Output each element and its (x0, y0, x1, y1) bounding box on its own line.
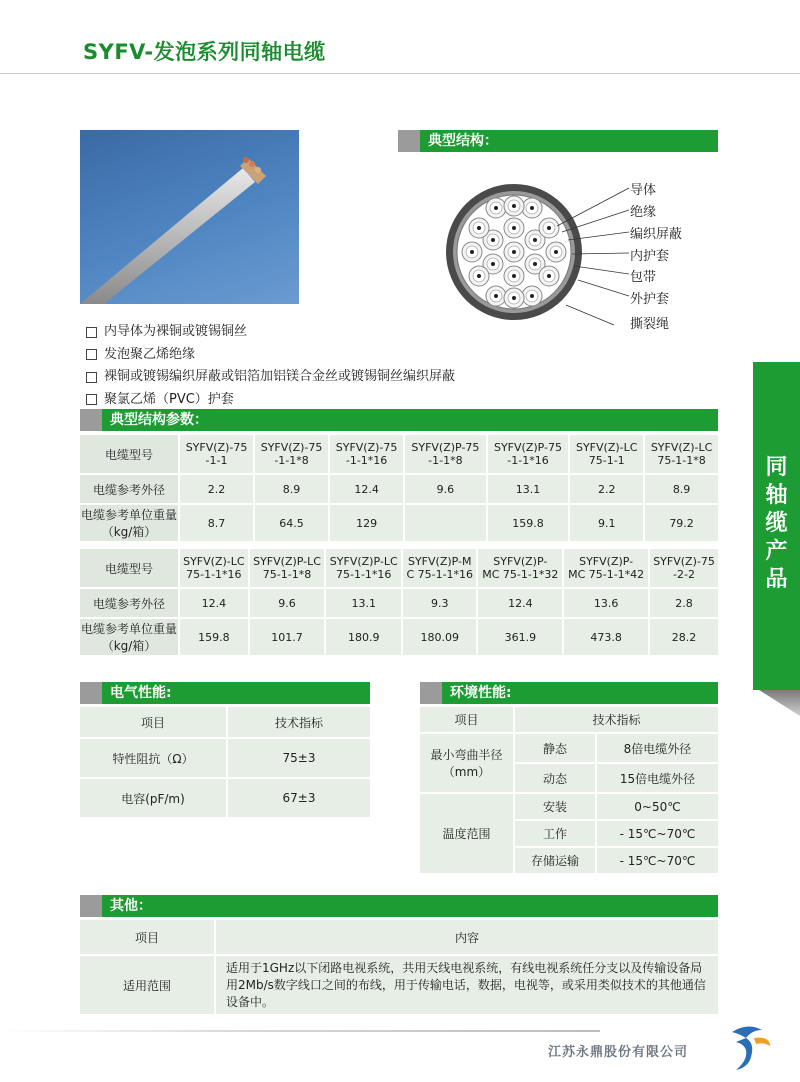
item-cell: 特性阻抗（Ω） (80, 739, 226, 777)
params-header-label: 典型结构参数： (110, 412, 208, 428)
condition-cell: 安装 (515, 794, 595, 819)
weight-cell: 101.7 (250, 619, 325, 655)
weight-cell: 64.5 (255, 505, 328, 541)
coax-conductor (491, 238, 495, 242)
diameter-cell: 9.6 (250, 589, 325, 617)
table-row (80, 475, 718, 503)
params-table-2 (78, 547, 720, 657)
diameter-cell: 12.4 (478, 589, 562, 617)
column-header: 内容 (216, 920, 718, 954)
title-divider (0, 73, 800, 74)
model-cell: SYFV(Z)-75 -1-1*8 (255, 435, 328, 473)
model-cell: SYFV(Z)P-LC 75-1-1*8 (250, 549, 325, 587)
coax-conductor (530, 294, 534, 298)
value-cell: 8倍电缆外径 (597, 734, 718, 762)
condition-cell: 工作 (515, 821, 595, 846)
model-cell: SYFV(Z)-LC 75-1-1 (570, 435, 643, 473)
column-header: 项目 (420, 707, 513, 732)
weight-cell: 8.7 (180, 505, 253, 541)
table-row (420, 794, 718, 819)
row-label-weight: 电缆参考单位重量（kg/箱） (80, 505, 178, 541)
diameter-cell: 2.2 (180, 475, 253, 503)
weight-cell: 79.2 (645, 505, 718, 541)
other-header (80, 895, 718, 917)
feature-item: 聚氯乙烯（PVC）护套 (86, 389, 455, 412)
table-row (80, 549, 718, 587)
diameter-cell: 13.6 (564, 589, 648, 617)
header-marker (80, 682, 102, 704)
checkbox-icon (86, 372, 97, 383)
model-cell: SYFV(Z)P-75 -1-1*8 (405, 435, 486, 473)
electrical-header-label: 电气性能: (110, 685, 172, 701)
environment-header-label: 环境性能: (450, 685, 512, 701)
side-tab-shadow (759, 690, 800, 716)
table-row (420, 707, 718, 732)
company-name: 江苏永鼎股份有限公司 (548, 1045, 689, 1060)
weight-cell: 129 (330, 505, 403, 541)
table-row (80, 707, 370, 737)
params-table-1 (78, 433, 720, 543)
weight-cell (405, 505, 486, 541)
column-header: 技术指标 (228, 707, 370, 737)
condition-cell: 静态 (515, 734, 595, 762)
coax-conductor (533, 262, 537, 266)
feature-item: 发泡聚乙烯绝缘 (86, 344, 455, 367)
label-insulation: 绝缘 (630, 205, 657, 220)
environment-header (420, 682, 718, 704)
table-row (80, 779, 370, 817)
weight-cell: 180.09 (403, 619, 476, 655)
column-header: 项目 (80, 707, 226, 737)
feature-item: 内导体为裸铜或镀锡铜丝 (86, 321, 455, 344)
diameter-cell: 12.4 (180, 589, 248, 617)
structure-header-label: 典型结构： (428, 133, 498, 149)
environment-table (418, 705, 720, 875)
diameter-cell: 2.2 (570, 475, 643, 503)
label-rip-cord: 撕裂绳 (630, 317, 670, 332)
coax-conductor (494, 206, 498, 210)
model-cell: SYFV(Z)P-75 -1-1*16 (488, 435, 569, 473)
other-table (78, 918, 720, 1016)
checkbox-icon (86, 327, 97, 338)
electrical-table (78, 705, 372, 819)
condition-cell: 存储运输 (515, 848, 595, 873)
table-row (80, 920, 718, 954)
coax-conductor (547, 274, 551, 278)
row-label-weight: 电缆参考单位重量（kg/箱） (80, 619, 178, 655)
condition-cell: 动态 (515, 764, 595, 792)
model-cell: SYFV(Z)-75 -1-1*16 (330, 435, 403, 473)
header-marker (398, 130, 420, 152)
coax-conductor (491, 262, 495, 266)
model-cell: SYFV(Z)-LC 75-1-1*8 (645, 435, 718, 473)
table-row (80, 956, 718, 1014)
value-cell: - 15℃~70℃ (597, 848, 718, 873)
coax-conductor (533, 238, 537, 242)
label-conductor: 导体 (630, 183, 657, 198)
item-cell: 适用范围 (80, 956, 214, 1014)
model-cell: SYFV(Z)-75 -1-1 (180, 435, 253, 473)
cable-cross-section-diagram (444, 170, 684, 335)
label-braid-shield: 编织屏蔽 (630, 227, 683, 242)
coax-conductor (554, 250, 558, 254)
weight-cell: 28.2 (650, 619, 718, 655)
coax-conductor (512, 296, 516, 300)
table-row (80, 435, 718, 473)
item-cell: 电容(pF/m) (80, 779, 226, 817)
diameter-cell: 12.4 (330, 475, 403, 503)
coax-conductor (512, 226, 516, 230)
table-row (80, 589, 718, 617)
coax-conductor (494, 294, 498, 298)
coax-conductor (530, 206, 534, 210)
model-cell: SYFV(Z)P-M C 75-1-1*16 (403, 549, 476, 587)
row-label-model: 电缆型号 (80, 435, 178, 473)
diameter-cell: 9.3 (403, 589, 476, 617)
coax-conductor (512, 250, 516, 254)
model-cell: SYFV(Z)-LC 75-1-1*16 (180, 549, 248, 587)
coax-conductor (512, 274, 516, 278)
electrical-header (80, 682, 370, 704)
weight-cell: 159.8 (180, 619, 248, 655)
temperature-range-label: 温度范围 (420, 794, 513, 873)
row-label-diameter: 电缆参考外径 (80, 589, 178, 617)
coax-conductor (547, 226, 551, 230)
feature-list (86, 321, 455, 411)
cable-photo (80, 130, 299, 304)
coax-conductor (477, 274, 481, 278)
table-row (80, 739, 370, 777)
diameter-cell: 13.1 (488, 475, 569, 503)
model-cell: SYFV(Z)-75 -2-2 (650, 549, 718, 587)
weight-cell: 473.8 (564, 619, 648, 655)
bend-radius-label: 最小弯曲半径（mm） (420, 734, 513, 792)
weight-cell: 9.1 (570, 505, 643, 541)
other-header-label: 其他： (110, 898, 152, 914)
diameter-cell: 13.1 (326, 589, 401, 617)
checkbox-icon (86, 394, 97, 405)
structure-header (398, 130, 718, 152)
category-side-tab (753, 362, 800, 690)
header-marker (80, 409, 102, 431)
row-label-diameter: 电缆参考外径 (80, 475, 178, 503)
footer-divider (0, 1030, 600, 1032)
coax-conductor (470, 250, 474, 254)
company-logo (726, 1020, 774, 1072)
table-row (420, 734, 718, 762)
value-cell: - 15℃~70℃ (597, 821, 718, 846)
label-inner-sheath: 内护套 (630, 249, 670, 264)
header-marker (420, 682, 442, 704)
page-title: SYFV-发泡系列同轴电缆 (83, 40, 326, 64)
weight-cell: 180.9 (326, 619, 401, 655)
model-cell: SYFV(Z)P- MC 75-1-1*42 (564, 549, 648, 587)
feature-item: 裸铜或镀锡编织屏蔽或铝箔加铝镁合金丝或镀锡铜丝编织屏蔽 (86, 366, 455, 389)
diameter-cell: 8.9 (645, 475, 718, 503)
table-row (80, 619, 718, 655)
model-cell: SYFV(Z)P-LC 75-1-1*16 (326, 549, 401, 587)
params-header (80, 409, 718, 431)
value-cell: 0~50℃ (597, 794, 718, 819)
weight-cell: 361.9 (478, 619, 562, 655)
model-cell: SYFV(Z)P- MC 75-1-1*32 (478, 549, 562, 587)
category-side-tab-label: 同 轴 缆 产 品 (765, 455, 788, 592)
label-outer-sheath: 外护套 (630, 292, 670, 307)
coax-conductor (477, 226, 481, 230)
header-marker (80, 895, 102, 917)
value-cell: 75±3 (228, 739, 370, 777)
row-label-model: 电缆型号 (80, 549, 178, 587)
value-cell: 67±3 (228, 779, 370, 817)
value-cell: 15倍电缆外径 (597, 764, 718, 792)
table-row (80, 505, 718, 541)
column-header: 技术指标 (515, 707, 718, 732)
application-text: 适用于1GHz以下闭路电视系统，共用天线电视系统，有线电视系统任分支以及传输设备局用2Mb/s数字线口之间的布线，用于传输电话，数据，电视等，或采用类似技术的其他通信设备中。 (216, 956, 718, 1014)
diameter-cell: 2.8 (650, 589, 718, 617)
weight-cell: 159.8 (488, 505, 569, 541)
checkbox-icon (86, 349, 97, 360)
label-wrapping-tape: 包带 (630, 270, 657, 285)
column-header: 项目 (80, 920, 214, 954)
diameter-cell: 9.6 (405, 475, 486, 503)
coax-conductor (512, 204, 516, 208)
diameter-cell: 8.9 (255, 475, 328, 503)
